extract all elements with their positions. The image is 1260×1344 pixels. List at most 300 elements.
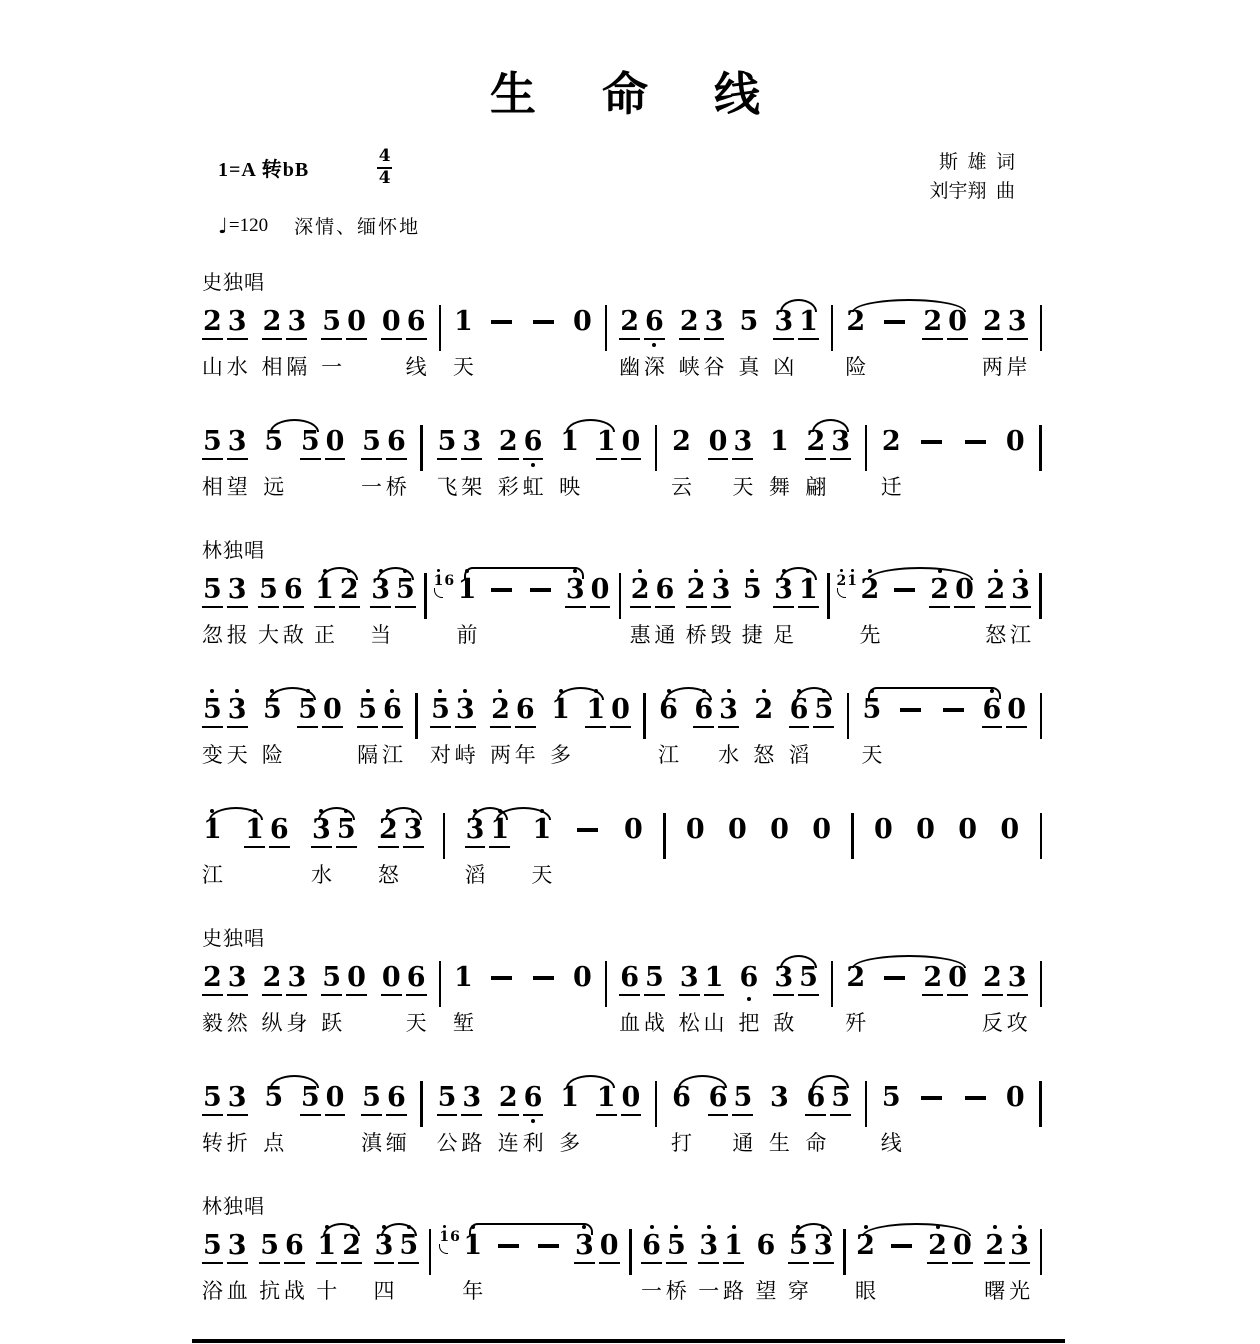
note-glyph: 5: [297, 694, 318, 728]
note-glyph: 5: [798, 962, 819, 996]
octave-dot-below: [889, 461, 893, 465]
rest-note: [572, 298, 593, 345]
octave-dot-above: [650, 1225, 654, 1229]
note-char: [286, 298, 308, 379]
octave-dot-below: [461, 341, 465, 345]
note-glyph: 0: [599, 1230, 620, 1264]
note-glyph: 3: [704, 306, 725, 340]
note-group: [359, 418, 409, 499]
octave-dot-below: [1015, 343, 1019, 347]
song-title: 生 命 线: [490, 69, 770, 120]
lyric-syllable: 歼: [845, 1011, 867, 1035]
note-glyph: 5: [300, 1082, 321, 1116]
note-group: [496, 418, 546, 499]
octave-dot-above: [390, 689, 394, 693]
note-group: [451, 954, 476, 1035]
lyric-syllable: 真: [738, 355, 760, 379]
octave-dot-below: [747, 997, 751, 1001]
note-char: [643, 954, 665, 1035]
lyric-syllable: 战: [643, 1011, 665, 1035]
lyric-syllable: 怒: [377, 863, 399, 887]
lyric-syllable: 敌: [282, 623, 304, 647]
note-glyph: 6: [523, 1082, 544, 1116]
octave-dot-below: [839, 593, 843, 597]
quarter-note-icon: ♩: [218, 213, 228, 238]
notation-row: [200, 418, 1042, 499]
note-glyph: 6: [406, 962, 427, 996]
lyric-syllable: 天: [226, 743, 248, 767]
barline: [865, 425, 867, 471]
octave-dot-below: [727, 731, 731, 735]
octave-dot-below: [864, 1265, 868, 1269]
note-glyph: 6: [805, 1082, 826, 1116]
lyric-syllable: 把: [738, 1011, 760, 1035]
note-char: [321, 298, 343, 379]
octave-dot-above: [292, 1225, 296, 1229]
rest-note: [708, 418, 729, 467]
octave-dot-below: [210, 1267, 214, 1271]
note-char: [768, 1074, 790, 1155]
lyric-syllable: 映: [559, 475, 581, 499]
octave-dot-below: [389, 999, 393, 1003]
note-char: [283, 1222, 305, 1303]
octave-dot-above: [531, 1077, 535, 1081]
note-glyph: 5: [666, 1230, 687, 1264]
octave-dot-below: [796, 1267, 800, 1271]
octave-dot-above: [330, 301, 334, 305]
note-char: [984, 1222, 1006, 1303]
octave-dot-below: [821, 1267, 825, 1271]
octave-dot-below: [333, 463, 337, 467]
octave-dot-below: [210, 849, 214, 853]
lyric-syllable: 天: [452, 355, 474, 379]
barline: [415, 693, 417, 739]
note-group: [428, 686, 478, 767]
note-glyph: 5: [264, 1082, 284, 1113]
note-char: [768, 418, 790, 499]
octave-dot-above: [687, 957, 691, 961]
note-glyph: 0: [812, 814, 831, 845]
note-char: [405, 954, 427, 1035]
note-glyph: 5: [830, 1082, 851, 1116]
octave-dot-below: [747, 341, 751, 345]
note-glyph: 5: [321, 962, 342, 996]
octave-dot-below: [716, 463, 720, 467]
lyricist-credit: 斯 雄 词: [938, 152, 1015, 173]
octave-dot-above: [619, 689, 623, 693]
note-char: [753, 686, 775, 767]
octave-dot-below: [990, 999, 994, 1003]
octave-dot-above: [881, 809, 885, 813]
note-glyph: 6: [515, 694, 536, 728]
note-char: [738, 298, 760, 379]
octave-dot-below: [693, 849, 697, 853]
octave-dot-below: [716, 1119, 720, 1123]
note-glyph: 1: [244, 814, 265, 848]
note-glyph: 2: [922, 962, 943, 996]
note-group: [767, 806, 792, 853]
octave-dot-above: [453, 1225, 456, 1228]
note-glyph: 2: [805, 426, 826, 460]
barline: [619, 573, 621, 619]
octave-dot-above: [1015, 957, 1019, 961]
octave-dot-above: [851, 569, 854, 572]
octave-dot-below: [235, 999, 239, 1003]
octave-dot-below: [629, 463, 633, 467]
octave-dot-below: [680, 461, 684, 465]
lyric-syllable: 滇: [361, 1131, 383, 1155]
note-char: [718, 686, 740, 767]
octave-dot-below: [465, 609, 469, 613]
lyric-syllable: 浴: [201, 1279, 223, 1303]
octave-dot-above: [693, 809, 697, 813]
octave-dot-below: [582, 1267, 586, 1271]
rest-note: [957, 806, 978, 853]
note-glyph: 3: [1007, 962, 1028, 996]
lyric-syllable: 江: [201, 863, 223, 887]
octave-dot-below: [667, 729, 671, 733]
notation-row: [200, 566, 1042, 647]
note-glyph: 6: [450, 1229, 460, 1245]
rest-note: [322, 686, 343, 735]
note-glyph: 3: [773, 306, 794, 340]
octave-dot-above: [354, 957, 358, 961]
lyric-syllable: 桥: [685, 623, 707, 647]
note-char: [489, 686, 511, 767]
note-glyph: 2: [262, 306, 283, 340]
note-glyph: 5: [202, 1082, 223, 1116]
octave-dot-above: [750, 569, 754, 573]
octave-dot-below: [1013, 461, 1017, 465]
note-char: [385, 1074, 407, 1155]
note-char: [257, 566, 279, 647]
octave-dot-below: [822, 731, 826, 735]
octave-dot-below: [270, 999, 274, 1003]
note-glyph: 3: [461, 1082, 482, 1116]
lyric-syllable: 水: [226, 355, 248, 379]
octave-dot-below: [663, 611, 667, 615]
octave-dot-above: [445, 421, 449, 425]
barline: [420, 425, 422, 471]
octave-dot-below: [411, 851, 415, 855]
lyric-syllable: 彩: [497, 475, 519, 499]
note-glyph: 2: [754, 694, 774, 725]
note-glyph: 2: [881, 426, 901, 457]
octave-dot-below: [295, 343, 299, 347]
lyric-syllable: 忽: [201, 623, 223, 647]
note-glyph: 0: [325, 426, 346, 460]
octave-dot-below: [436, 593, 440, 597]
note-char: [436, 418, 458, 499]
barline: [843, 1229, 845, 1275]
lyric-syllable: 路: [723, 1279, 745, 1303]
lyric-syllable: 险: [845, 355, 867, 379]
note-glyph: 5: [357, 694, 378, 728]
lyric-syllable: 变: [201, 743, 223, 767]
octave-dot-above: [990, 301, 994, 305]
octave-dot-below: [559, 729, 563, 733]
octave-dot-below: [210, 1119, 214, 1123]
note-group: [486, 954, 518, 1001]
note-char: [654, 566, 676, 647]
octave-dot-below: [807, 343, 811, 347]
octave-dot-above: [235, 1077, 239, 1081]
note-glyph: 0: [1005, 1082, 1025, 1113]
octave-dot-below: [470, 463, 474, 467]
octave-dot-below: [956, 999, 960, 1003]
dash-note: [530, 298, 558, 345]
octave-dot-below: [931, 343, 935, 347]
octave-dot-above: [628, 301, 632, 305]
octave-dot-above: [973, 1077, 977, 1081]
singer-label: 林独唱: [202, 1196, 265, 1218]
note-glyph: 2: [498, 426, 519, 460]
octave-dot-below: [292, 1267, 296, 1271]
lyric-syllable: 江: [1010, 623, 1032, 647]
note-group: [684, 566, 734, 647]
lyric-syllable: 眼: [855, 1279, 877, 1303]
octave-dot-above: [586, 809, 590, 813]
octave-dot-above: [629, 421, 633, 425]
system: [200, 806, 1042, 918]
octave-dot-above: [506, 421, 510, 425]
note-glyph: 3: [813, 1230, 834, 1264]
note-group: [706, 418, 756, 499]
rest-note: [346, 954, 367, 1003]
octave-dot-below: [594, 731, 598, 735]
octave-dot-below: [568, 1117, 572, 1121]
note-char: [629, 566, 651, 647]
octave-dot-above: [235, 569, 239, 573]
note-group: [1003, 1074, 1028, 1121]
note-glyph: 0: [381, 306, 402, 340]
singer-label: 史独唱: [202, 928, 265, 950]
note-char: [454, 686, 476, 767]
octave-dot-below: [638, 611, 642, 615]
note-glyph: [574, 814, 602, 846]
octave-dot-below: [951, 729, 955, 733]
note-glyph: 1: [585, 694, 606, 728]
octave-dot-above: [470, 421, 474, 425]
notation-row: [200, 1222, 1042, 1303]
note-glyph: 5: [259, 1230, 280, 1264]
octave-dot-above: [523, 689, 527, 693]
octave-dot-below: [777, 849, 781, 853]
octave-dot-below: [277, 851, 281, 855]
note-glyph: 0: [621, 426, 642, 460]
lyric-syllable: 线: [880, 1131, 902, 1155]
octave-dot-below: [854, 341, 858, 345]
note-char: [703, 954, 725, 1035]
expression-marking: 深情、缅怀地: [294, 217, 421, 238]
note-glyph: 3: [403, 814, 424, 848]
note-group: [913, 806, 938, 853]
octave-dot-above: [990, 957, 994, 961]
octave-dot-below: [580, 341, 584, 345]
octave-dot-below: [506, 463, 510, 467]
note-char: [619, 298, 641, 379]
octave-dot-above: [868, 569, 872, 573]
octave-dot-above: [716, 421, 720, 425]
octave-dot-below: [210, 731, 214, 735]
grace-note-char: [847, 567, 857, 597]
octave-dot-below: [573, 611, 577, 615]
singer-label: 林独唱: [202, 540, 265, 562]
octave-dot-above: [498, 689, 502, 693]
octave-dot-above: [598, 569, 602, 573]
note-glyph: 1: [316, 1230, 337, 1264]
octave-dot-below: [382, 1267, 386, 1271]
octave-dot-below: [542, 997, 546, 1001]
lyric-syllable: 前: [456, 623, 478, 647]
note-group: [617, 298, 667, 379]
lyric-syllable: 一: [698, 1279, 720, 1303]
octave-dot-below: [330, 999, 334, 1003]
dash-note: [488, 298, 516, 345]
lyric-syllable: 路: [461, 1131, 483, 1155]
note-group: [572, 806, 604, 853]
octave-dot-below: [210, 463, 214, 467]
note-char: [201, 954, 223, 1035]
barline: [827, 573, 829, 619]
octave-dot-below: [839, 1119, 843, 1123]
octave-dot-above: [210, 301, 214, 305]
octave-dot-above: [531, 421, 535, 425]
note-char: [201, 298, 223, 379]
note-glyph: 1: [798, 306, 819, 340]
octave-dot-below: [732, 1267, 736, 1271]
tempo-row: [218, 212, 420, 239]
barline: [655, 1081, 657, 1127]
note-group: [260, 954, 310, 1035]
octave-dot-below: [973, 1117, 977, 1121]
note-char: [732, 418, 754, 499]
rest-note: [381, 298, 402, 347]
note-glyph: 6: [269, 814, 290, 848]
lyric-syllable: 折: [226, 1131, 248, 1155]
note-glyph: 3: [461, 426, 482, 460]
lyric-syllable: 公: [436, 1131, 458, 1155]
lyric-syllable: 跃: [321, 1011, 343, 1035]
note-char: [226, 298, 248, 379]
octave-dot-above: [500, 957, 504, 961]
system: [200, 1074, 1042, 1186]
rest-note: [769, 806, 790, 853]
note-group: [982, 1222, 1032, 1303]
note-glyph: 3: [286, 962, 307, 996]
octave-dot-below: [538, 609, 542, 613]
note-glyph: 5: [739, 306, 759, 337]
note-group: [959, 1074, 991, 1121]
octave-dot-below: [903, 609, 907, 613]
note-char: [514, 686, 536, 767]
lyric-syllable: 山: [703, 1011, 725, 1035]
note-group: [570, 298, 595, 345]
system: [200, 1194, 1042, 1334]
note-group: [725, 806, 750, 853]
octave-dot-above: [291, 569, 295, 573]
octave-dot-above: [210, 569, 214, 573]
note-group: [677, 954, 727, 1035]
note-glyph: 5: [300, 426, 321, 460]
note-glyph: 5: [732, 1082, 753, 1116]
octave-dot-below: [523, 731, 527, 735]
lyric-syllable: 当: [370, 623, 392, 647]
lyric-syllable: 云: [671, 475, 693, 499]
octave-dot-below: [881, 849, 885, 853]
dash-note: [917, 1074, 945, 1121]
octave-dot-above: [333, 421, 337, 425]
note-group: [628, 566, 678, 647]
octave-dot-below: [291, 611, 295, 615]
lyric-syllable: 远: [263, 475, 285, 499]
barline: [605, 305, 607, 351]
octave-dot-below: [500, 341, 504, 345]
octave-dot-below: [270, 729, 274, 733]
lyric-syllable: 年: [462, 1279, 484, 1303]
grace-note-char: [434, 567, 444, 597]
lyric-syllable: 两: [489, 743, 511, 767]
octave-dot-above: [854, 957, 858, 961]
barline: [439, 305, 441, 351]
octave-dot-above: [235, 957, 239, 961]
octave-dot-below: [607, 1267, 611, 1271]
note-glyph: 5: [430, 694, 451, 728]
octave-dot-below: [531, 1119, 535, 1123]
octave-dot-above: [210, 957, 214, 961]
note-group: [256, 566, 306, 647]
octave-dot-above: [210, 421, 214, 425]
octave-dot-below: [1013, 1117, 1017, 1121]
lyric-syllable: 堑: [452, 1011, 474, 1035]
rest-note: [1005, 1074, 1026, 1121]
octave-dot-above: [277, 809, 281, 813]
octave-dot-above: [366, 689, 370, 693]
note-glyph: 1: [203, 814, 222, 845]
octave-dot-below: [900, 1265, 904, 1269]
lyric-syllable: 怒: [753, 743, 775, 767]
note-group: [767, 418, 792, 499]
note-glyph: 1: [489, 814, 510, 848]
octave-dot-below: [473, 851, 477, 855]
octave-dot-above: [707, 1225, 711, 1229]
note-glyph: 2: [982, 306, 1003, 340]
note-char: [461, 1074, 483, 1155]
note-char: [226, 1222, 248, 1303]
note-char: [436, 1074, 458, 1155]
octave-dot-below: [500, 609, 504, 613]
octave-dot-above: [438, 689, 442, 693]
note-glyph: 2: [202, 962, 223, 996]
barline: [851, 813, 853, 859]
note-glyph: 3: [711, 574, 732, 608]
rest-note: [623, 806, 644, 853]
barline: [831, 961, 833, 1007]
note-group: [677, 298, 727, 379]
octave-dot-below: [777, 1117, 781, 1121]
octave-dot-above: [732, 1225, 736, 1229]
note-char: [452, 298, 474, 379]
note-char: [619, 954, 641, 1035]
credits: [929, 148, 1015, 206]
lyric-syllable: 望: [755, 1279, 777, 1303]
octave-dot-below: [782, 611, 786, 615]
lyric-syllable: 曙: [984, 1279, 1006, 1303]
note-glyph: 3: [227, 574, 248, 608]
note-glyph: 6: [406, 306, 427, 340]
octave-dot-above: [629, 1077, 633, 1081]
rest-note: [873, 806, 894, 853]
